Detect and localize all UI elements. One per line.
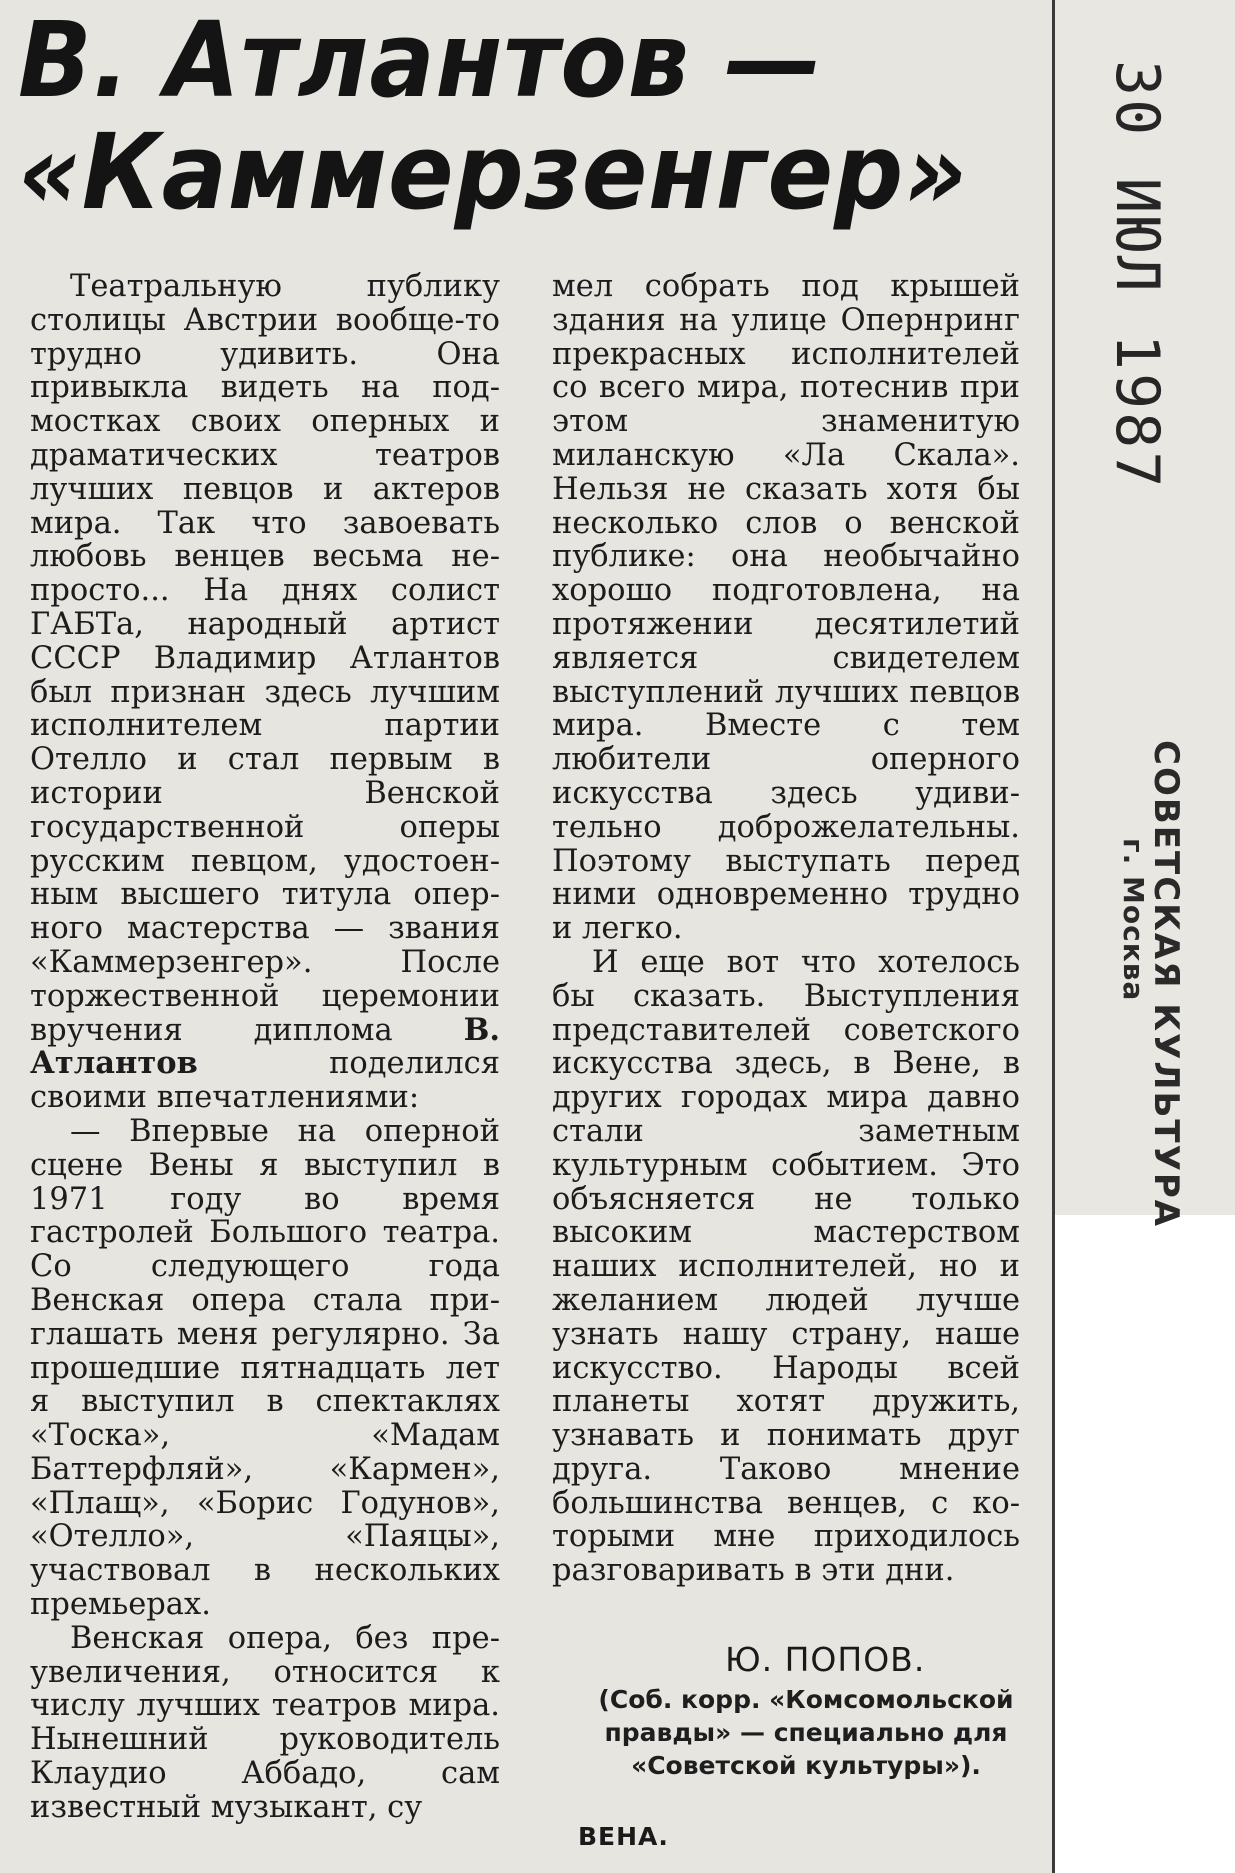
dateline-city: ВЕНА. <box>578 1822 669 1851</box>
article-headline <box>18 0 968 233</box>
article-paragraph: мел собрать под крышей здания на улице Опернринг прекрасных исполнителей со всего мира, потеснив при этом знаменитую миланскую «Ла Скала». Нельзя не сказать хотя бы несколько слов о венской публике: она необычайно хорошо подготовлена, на протяжении десятилетий является свидетелем выступлений лучших певцов мира. Вместе с тем любители оперного искусства здесь удивительно доброжелательны. Поэтому выступать перед ними одновременно трудно и легко. <box>552 269 1020 947</box>
newspaper-name-stamp: СОВЕТСКАЯ КУЛЬТУРА <box>1146 740 1186 1229</box>
column-divider-line <box>1052 0 1055 1873</box>
article-paragraph <box>30 270 500 1115</box>
author-credit: (Соб. корр. «Комсомольской правды» — специально для «Советской культуры»). <box>598 1685 1014 1780</box>
headline-line-1: В. Атлантов — <box>18 0 823 121</box>
paragraph-text: Театральную публику столицы Австрии вообще-то трудно удивить. Она привыкла видеть на подмостках своих оперных и драматических театров лучших певцов и актеров мира. Так что завоевать любовь венцев весьма непросто... На днях солист ГАБТа, народный артист СССР Владимир Атлантов был признан здесь лучшим исполнителем партии Отелло и стал первым в истории Венской государственной оперы русским певцом, удостоенным высшего титула оперного мастерства — звания «Каммерзенгер». После торжественной церемонии вручения диплома <box>30 269 500 1048</box>
article-paragraph: Венская опера, без преувеличения, относится к числу лучших театров мира. Нынешний руководитель Клаудио Аббадо, сам известный музыкант, су <box>30 1620 500 1825</box>
paragraph-text: поделился своими впечатлениями: <box>30 1046 500 1116</box>
article-paragraph: — Впервые на оперной сцене Вены я выступил в 1971 году во время гастролей Большого театра. Со следующего года Венская опера стала приглашать меня регулярно. За прошедшие пятнадцать лет я выступил в спектаклях «Тоска», «Мадам Баттерфляй», «Кармен», «Плащ», «Борис Годунов», «Отелло», «Паяцы», участвовал в нескольких премьерах. <box>30 1113 500 1623</box>
article-column-right <box>552 270 1020 1588</box>
newspaper-city-stamp: г. Москва <box>1117 838 1150 1002</box>
author-name: Ю. ПОПОВ. <box>725 1640 926 1679</box>
headline-line-2: «Каммерзенгер» <box>18 111 968 233</box>
highlighted-name: В. Атлантов <box>30 1011 500 1082</box>
article-column-left <box>30 270 500 1825</box>
article-paragraph: И еще вот что хотелось бы сказать. Выступления представителей советского искусства здесь, в Вене, в других городах мира давно стали заметным культурным событием. Это объясняется не только высоким мастерством наших исполнителей, но и желанием людей лучше узнать нашу страну, наше искусство. Народы всей планеты хотят дружить, узнавать и понимать друг друга. Таково мнение большинства венцев, с которыми мне приходилось разговаривать в эти дни. <box>552 944 1020 1589</box>
date-stamp: 30 ИЮЛ 1987 <box>1102 60 1172 491</box>
